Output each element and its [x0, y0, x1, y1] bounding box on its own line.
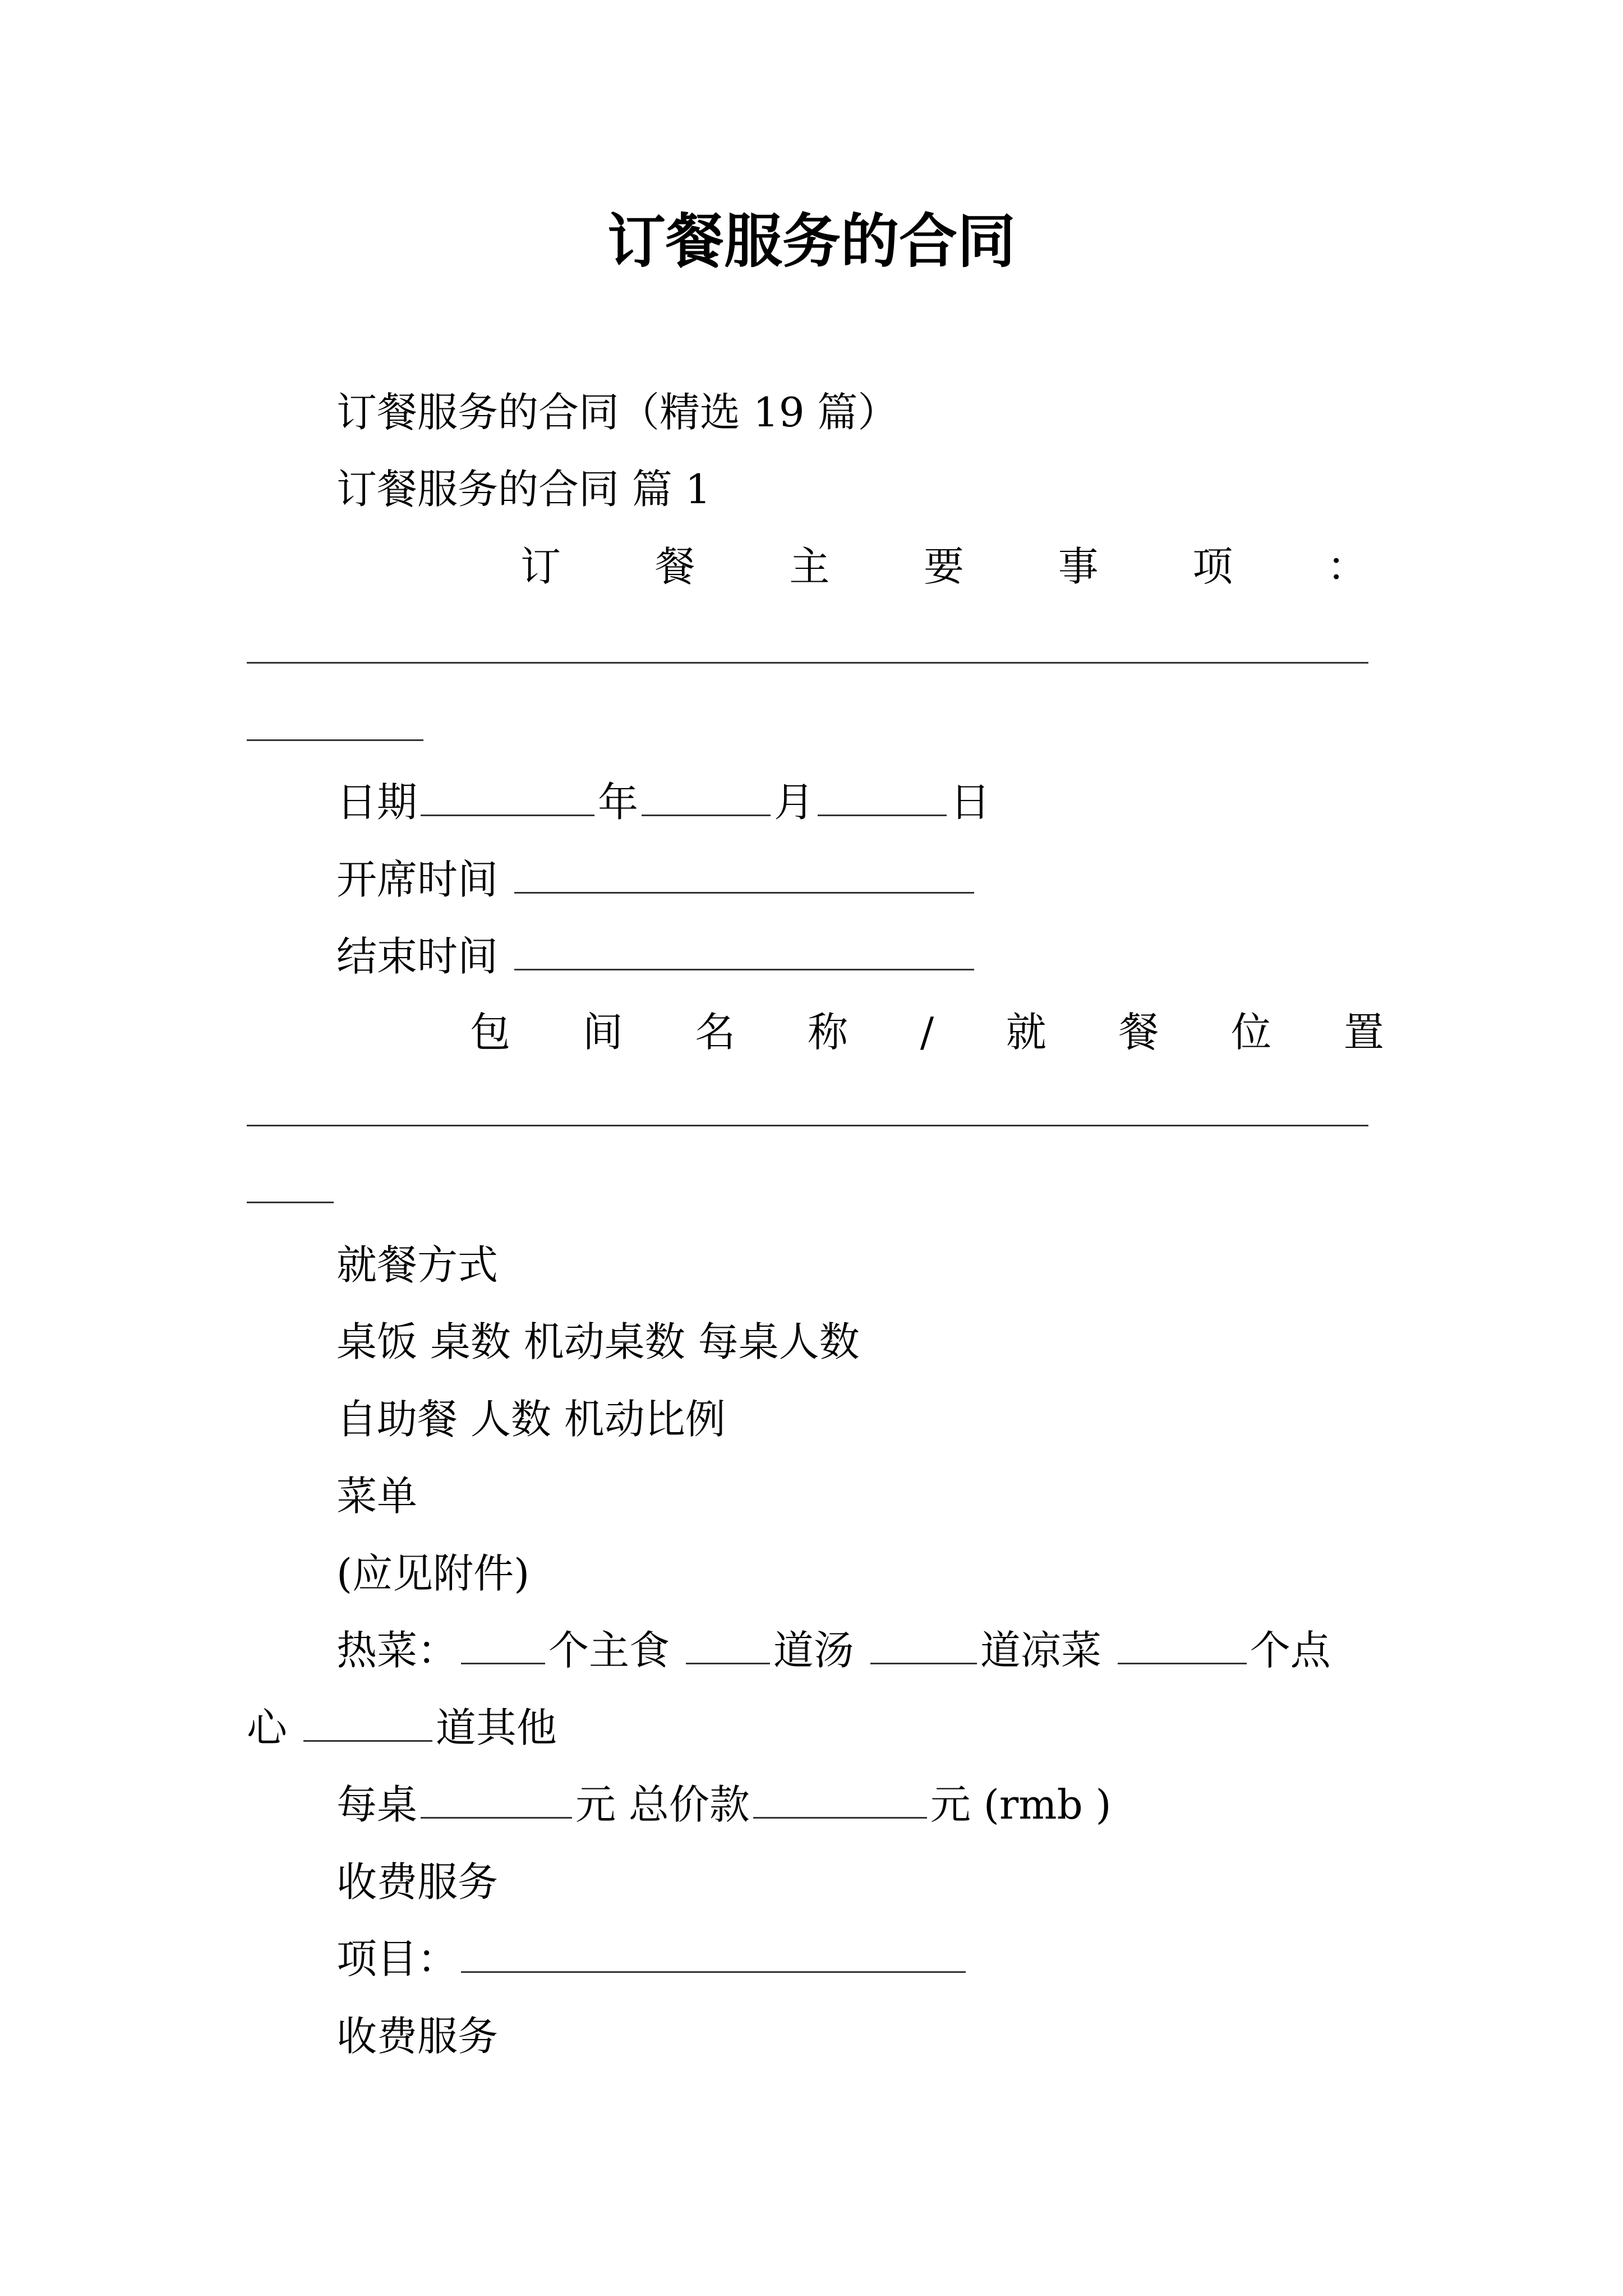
date-label: 日期: [336, 779, 418, 826]
dessert-blank: [303, 1700, 432, 1742]
date-line: [336, 774, 990, 830]
buffet-line: 自助餐 人数 机动比例: [336, 1396, 726, 1443]
cold-dish-label: 道凉菜: [980, 1627, 1101, 1674]
fill-in-line: [247, 1125, 1368, 1126]
price-line: [336, 1777, 1112, 1833]
heading-char: 间: [582, 1009, 623, 1056]
heading-char: 事: [1058, 543, 1099, 590]
month-blank: [642, 774, 771, 816]
other-dish-label: 道其他: [435, 1704, 557, 1751]
table-meal-line: 桌饭 桌数 机动桌数 每桌人数: [336, 1318, 860, 1365]
item-line: [336, 1931, 969, 1987]
heading-char: 项: [1192, 543, 1233, 590]
heading-char: 订: [520, 543, 561, 590]
cold-dish-blank: [1118, 1622, 1247, 1664]
room-position-heading: [470, 1004, 1384, 1060]
total-price-label: 元 总价款: [575, 1781, 750, 1828]
heading-char: 称: [808, 1009, 849, 1056]
document-subtitle: 订餐服务的合同（精选 19 篇）: [336, 389, 898, 436]
end-time-label: 结束时间: [336, 933, 499, 980]
item-blank: [461, 1931, 966, 1973]
heading-char: 包: [470, 1009, 511, 1056]
menu-line: 菜单: [336, 1473, 418, 1520]
document-title: 订餐服务的合同: [607, 207, 1016, 275]
heading-char: 就: [1006, 1009, 1046, 1056]
dishes-line-continued: [247, 1700, 557, 1756]
heading-char: 餐: [1118, 1009, 1159, 1056]
item-label: 项目：: [336, 1935, 458, 1982]
day-blank: [818, 774, 947, 816]
per-table-blank: [421, 1777, 572, 1819]
fill-in-line: [247, 1202, 334, 1203]
hot-dish-label: 热菜：: [336, 1627, 458, 1674]
heading-char: 置: [1343, 1009, 1384, 1056]
fill-in-line: [247, 739, 423, 741]
heading-char: 餐: [654, 543, 695, 590]
heading-char: /: [920, 1009, 934, 1056]
dessert-label: 个点: [1249, 1627, 1331, 1674]
section-heading: 订餐服务的合同 篇 1: [336, 466, 711, 513]
heading-char: ：: [1326, 543, 1367, 590]
currency-label: 元 (rmb ): [930, 1781, 1112, 1828]
day-label: 日: [950, 779, 991, 826]
total-price-blank: [753, 1777, 927, 1819]
heading-char: 位: [1231, 1009, 1272, 1056]
end-time-blank: [514, 928, 974, 970]
year-blank: [421, 774, 594, 816]
fill-in-line: [247, 662, 1368, 664]
soup-label: 道汤: [773, 1627, 854, 1674]
heading-char: 要: [923, 543, 964, 590]
dishes-line: [336, 1622, 1331, 1678]
heading-char: 主: [789, 543, 830, 590]
start-time-label: 开席时间: [336, 856, 499, 903]
dining-method: 就餐方式: [336, 1241, 499, 1289]
heading-char: 名: [695, 1009, 736, 1056]
end-time-line: [336, 928, 978, 984]
staple-blank: [686, 1622, 770, 1664]
paid-service-heading-2: 收费服务: [336, 2013, 499, 2060]
attachment-note: (应见附件): [336, 1550, 530, 1597]
paid-service-heading: 收费服务: [336, 1858, 499, 1906]
order-items-heading: [520, 539, 1367, 595]
soup-blank: [870, 1622, 977, 1664]
hot-dish-blank: [461, 1622, 545, 1664]
staple-label: 个主食: [548, 1627, 670, 1674]
year-label: 年: [598, 779, 639, 826]
dessert-label-cont: 心: [247, 1704, 288, 1751]
per-table-label: 每桌: [336, 1781, 418, 1828]
start-time-line: [336, 852, 978, 908]
start-time-blank: [514, 852, 974, 894]
month-label: 月: [774, 779, 815, 826]
